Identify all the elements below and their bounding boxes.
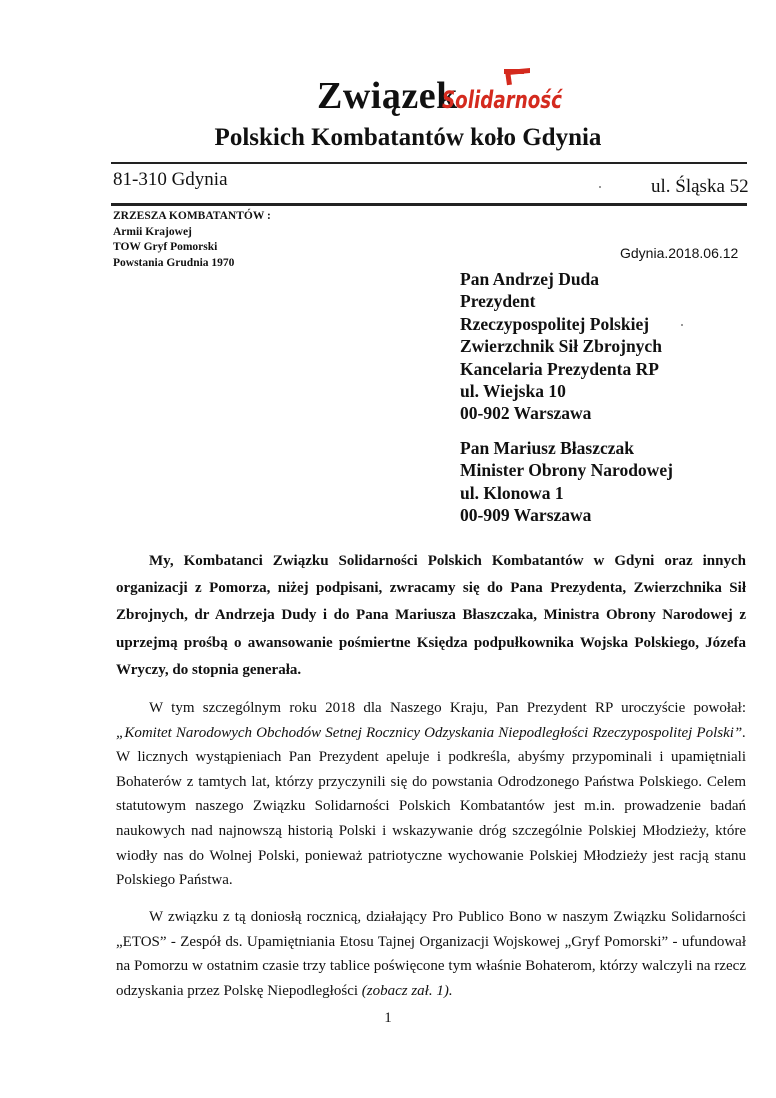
header-rule-bottom [111,203,747,206]
logo-text: Solidarność [442,86,564,114]
recipient-line: 00-902 Warszawa [460,403,592,424]
paragraph-text: W związku z tą doniosłą rocznicą, działający Pro Publico Bono w naszym Związku Solidarności „ETOS” - Zespół ds. Upamiętniania Etosu Tajnej Organizacji Wojskowej „Gryf Pomorski” - ufundował na Pomorzu w ostatnim czasie trzy tablice poświęcone tym właśnie Bohaterom, którzy walczyli na rzecz odzyskania przez Polskę Niepodległości [116,909,746,999]
recipient-line: Pan Mariusz Błaszczak [460,438,635,458]
recipient-line: 00-909 Warszawa [460,505,592,526]
recipient-line: Prezydent [460,291,536,312]
paragraph-text: W tym szczególnym roku 2018 dla Naszego Kraju, Pan Prezydent RP uroczyście powołał: [149,700,746,716]
recipient-line: Pan Andrzej Duda [460,269,600,289]
association-item: TOW Gryf Pomorski [113,241,218,253]
attachment-reference: (zobacz zał. 1). [361,982,453,999]
postal-city: 81-310 Gdynia [113,169,228,190]
body-paragraph-committee [116,696,746,893]
body-paragraph-request: My, Kombatanci Związku Solidarności Polskich Kombatantów w Gdyni oraz innych organizacji z Pomorza, niżej podpisani, zwracamy się do Pana Prezydenta, Zwierzchnika Sił Zbrojnych, dr Andrzeja Dudy i do Pana Mariusza Błaszczaka, Ministra Obrony Narodowej z uprzejmą prośbą o awansowanie pośmiertne Księdza podpułkownika Wojska Polskiego, Józefa Wryczy, do stopnia generała. [116,553,746,678]
recipient-line: Minister Obrony Narodowej [460,460,673,481]
association-item: Powstania Grudnia 1970 [113,256,235,269]
scan-speck [599,186,601,188]
association-item: Armii Krajowej [113,225,192,238]
recipient-minister [460,437,673,527]
recipient-line: ul. Wiejska 10 [460,381,566,402]
recipient-line: Kancelaria Prezydenta RP [460,358,659,379]
letter-date: Gdynia.2018.06.12 [620,245,739,261]
title-word: Związek [317,75,458,117]
subtitle: Polskich Kombatantów koło Gdynia [214,124,602,151]
header-rule-top [111,162,747,164]
associations-heading: ZRZESZA KOMBATANTÓW : [113,210,271,222]
recipient-line: ul. Klonowa 1 [460,482,564,503]
street-address: ul. Śląska 52 [651,176,749,197]
associations-block [113,209,271,271]
paragraph-text: W licznych wystąpieniach Pan Prezydent apeluje i podkreśla, abyśmy przypominali i upamiętniali Bohaterów z tamtych lat, którzy przyczynili się do powstania Odrodzonego Państwa Polskiego. Celem statutowym naszego Związku Solidarności Polskich Kombatantów jest m.in. prowadzenie badań naukowych nad najnowszą historią Polski i wskazywanie dróg szczególnie Polskiej Młodzieży, które wiodły nas do Wolnej Polski, ponieważ patriotyczne wychowanie Polskiej Młodzieży jest racją stanu Polskiego Państwa. [116,749,746,889]
solidarnosc-logo [438,68,566,114]
body-paragraph-plaques [116,905,746,1003]
letterhead-title [0,66,776,116]
recipient-line: Rzeczypospolitej Polskiej [460,313,650,334]
scan-speck [681,324,683,326]
recipient-president [460,268,662,425]
committee-name: „Komitet Narodowych Obchodów Setnej Rocznicy Odzyskania Niepodległości Rzeczypospolitej Polski”. [116,724,746,741]
page-number: 1 [384,1010,392,1026]
recipient-line: Zwierzchnik Sił Zbrojnych [460,336,662,357]
